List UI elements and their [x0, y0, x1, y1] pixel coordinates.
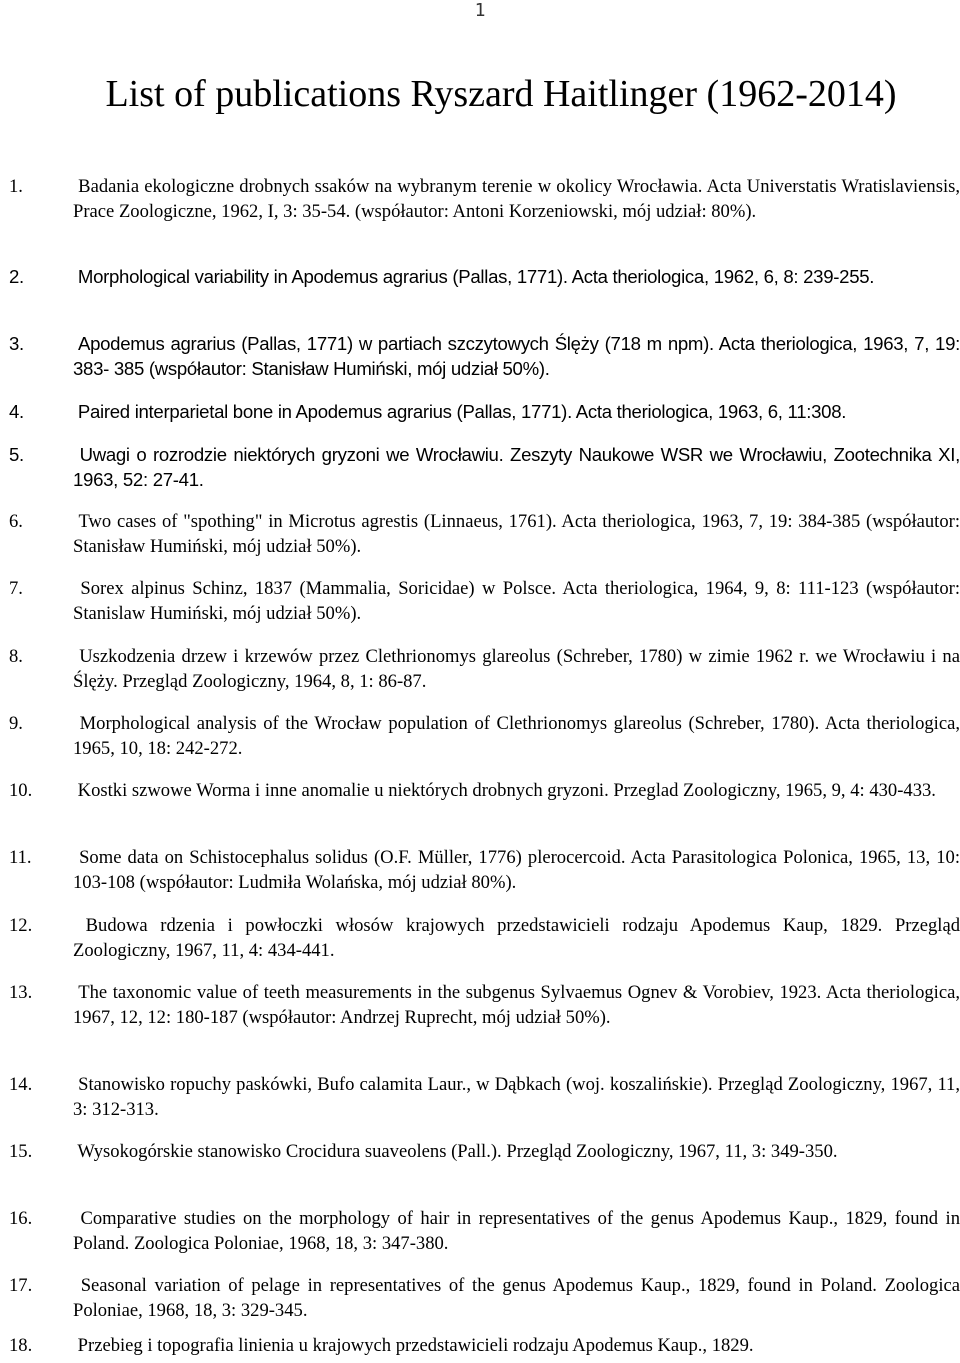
publication-number: 16. [9, 1208, 33, 1229]
publication-text: Uwagi o rozrodzie niektórych gryzoni we Wrocławiu. Zeszyty Naukowe WSR we Wrocławiu, Zootechnika XI, 1963, 52: 27-41. [73, 444, 960, 490]
publication-text: Kostki szwowe Worma i inne anomalie u niektórych drobnych gryzoni. Przeglad Zoologiczny, 1965, 9, 4: 430-433. [77, 780, 936, 801]
publication-entry [9, 510, 960, 560]
publication-text: Przebieg i topografia linienia u krajowych przedstawicieli rodzaju Apodemus Kaup., 1829. [77, 1335, 754, 1356]
publication-entry [9, 1274, 960, 1324]
publication-number: 14. [9, 1074, 33, 1095]
publication-entry [9, 332, 960, 382]
publication-entry [9, 577, 960, 627]
publication-text: Morphological variability in Apodemus agrarius (Pallas, 1771). Acta theriologica, 1962, 6, 8: 239-255. [77, 266, 875, 287]
publication-text: Uszkodzenia drzew i krzewów przez Clethrionomys glareolus (Schreber, 1780) w zimie 1962 r. we Wrocławiu i na Ślęży. Przegląd Zoologiczny, 1964, 8, 1: 86-87. [73, 646, 960, 692]
publication-number: 17. [9, 1275, 33, 1296]
publication-entry [9, 645, 960, 695]
publication-number: 13. [9, 982, 33, 1003]
publication-text: Wysokogórskie stanowisko Crocidura suaveolens (Pall.). Przegląd Zoologiczny, 1967, 11, 3: 349-350. [77, 1141, 838, 1162]
publication-number: 5. [9, 444, 24, 465]
publication-entry [9, 712, 960, 762]
publication-entry [9, 1140, 960, 1165]
publication-number: 12. [9, 915, 33, 936]
publication-number: 3. [9, 333, 24, 354]
publication-text: The taxonomic value of teeth measurements in the subgenus Sylvaemus Ognev & Vorobiev, 1923. Acta theriologica, 1967, 12, 12: 180-187 (współautor: Andrzej Ruprecht, mój udział 50%). [73, 982, 960, 1028]
publication-text: Paired interparietal bone in Apodemus agrarius (Pallas, 1771). Acta theriologica, 1963, 6, 11:308. [77, 401, 847, 422]
publication-number: 2. [9, 266, 24, 287]
publication-entry [9, 914, 960, 964]
publication-text: Apodemus agrarius (Pallas, 1771) w partiach szczytowych Ślęży (718 m npm). Acta theriologica, 1963, 7, 19: 383- 385 (współautor: Stanisław Humiński, mój udział 50%). [73, 333, 960, 379]
page-number: 1 [474, 0, 486, 21]
publication-text: Some data on Schistocephalus solidus (O.F. Müller, 1776) plerocercoid. Acta Parasitologica Polonica, 1965, 13, 10: 103-108 (współautor: Ludmiła Wolańska, mój udział 80%). [73, 847, 960, 893]
publication-number: 9. [9, 713, 23, 734]
publication-text: Budowa rdzenia i powłoczki włosów krajowych przedstawicieli rodzaju Apodemus Kaup, 1829. Przegląd Zoologiczny, 1967, 11, 4: 434-441. [73, 915, 960, 961]
publication-entry [9, 981, 960, 1031]
publication-text: Two cases of "spothing" in Microtus agrestis (Linnaeus, 1761). Acta theriologica, 1963, 7, 19: 384-385 (współautor: Stanisław Humiński, mój udział 50%). [73, 511, 960, 557]
publication-entry [9, 265, 960, 290]
publication-entry [9, 846, 960, 896]
publication-text: Badania ekologiczne drobnych ssaków na wybranym terenie w okolicy Wrocławia. Acta Universtatis Wratislaviensis, Prace Zoologiczne, 1962, I, 3: 35-54. (współautor: Antoni Korzeniowski, mój udział: 80%). [73, 176, 960, 222]
publication-text: Seasonal variation of pelage in representatives of the genus Apodemus Kaup., 1829, found in Poland. Zoologica Poloniae, 1968, 18, 3: 329-345. [73, 1275, 960, 1321]
publication-number: 10. [9, 780, 33, 801]
publication-text: Stanowisko ropuchy paskówki, Bufo calamita Laur., w Dąbkach (woj. koszalińskie). Przegląd Zoologiczny, 1967, 11, 3: 312-313. [73, 1074, 960, 1120]
publication-number: 6. [9, 511, 23, 532]
publication-entry [9, 443, 960, 493]
publication-entry [9, 400, 960, 425]
publication-number: 18. [9, 1335, 33, 1356]
publication-number: 7. [9, 578, 23, 599]
publication-number: 11. [9, 847, 32, 868]
publication-text: Sorex alpinus Schinz, 1837 (Mammalia, Soricidae) w Polsce. Acta theriologica, 1964, 9, 8: 111-123 (współautor: Stanislaw Humiński, mój udział 50%). [73, 578, 960, 624]
publication-number: 1. [9, 176, 23, 197]
publication-text: Comparative studies on the morphology of hair in representatives of the genus Apodemus Kaup., 1829, found in Poland. Zoologica Poloniae, 1968, 18, 3: 347-380. [73, 1208, 960, 1254]
publication-text: Morphological analysis of the Wrocław population of Clethrionomys glareolus (Schreber, 1780). Acta theriologica, 1965, 10, 18: 242-272. [73, 713, 960, 759]
publication-number: 15. [9, 1141, 33, 1162]
publication-entry [9, 175, 960, 225]
page-title: List of publications Ryszard Haitlinger (1962-2014) [105, 73, 897, 115]
publication-number: 4. [9, 401, 24, 422]
publication-entry [9, 1073, 960, 1123]
publication-entry [9, 1334, 960, 1359]
publication-entry [9, 1207, 960, 1257]
publication-number: 8. [9, 646, 23, 667]
publication-entry [9, 779, 960, 804]
